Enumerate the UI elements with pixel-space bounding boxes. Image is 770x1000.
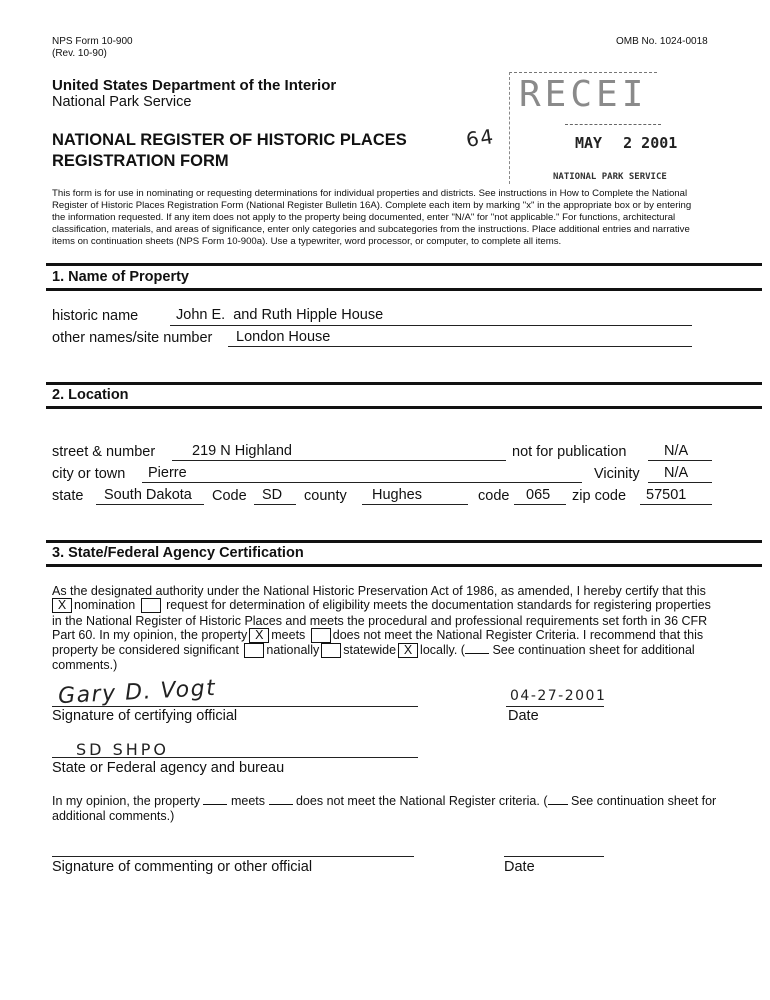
section1-bottom-rule <box>46 288 762 291</box>
stamp-month: MAY <box>575 134 603 152</box>
city-label: city or town <box>52 466 126 482</box>
continuation-blank[interactable] <box>465 643 489 654</box>
city-underline <box>142 482 582 483</box>
does-not-meet-checkbox[interactable] <box>311 628 331 643</box>
date-label: Date <box>508 708 539 724</box>
zip-code-underline <box>640 504 712 505</box>
other-names-underline <box>228 346 692 347</box>
certification-line-4 <box>52 628 703 643</box>
agency-handwritten: SD SHPO <box>76 740 169 759</box>
opinion-meets-blank[interactable] <box>203 794 227 805</box>
opinion-meets-label: meets <box>230 794 266 808</box>
county-underline <box>362 504 468 505</box>
historic-name-field[interactable]: John E. and Ruth Hipple House <box>176 307 384 323</box>
vicinity-underline <box>648 482 712 483</box>
vicinity-label: Vicinity <box>594 466 640 482</box>
state-label: state <box>52 488 84 504</box>
certification-line-1: As the designated authority under the National Historic Preservation Act of 1986, as amended, I hereby certify that this <box>52 584 706 598</box>
other-names-field[interactable]: London House <box>236 329 331 345</box>
stamp-received-text: RECEI <box>519 74 648 115</box>
opinion-not-meets-label: does not meet the National Register criteria. ( <box>295 794 548 808</box>
certification-line-3: in the National Register of Historic Places and meets the procedural and professional requirements set forth in 36 CFR <box>52 614 708 628</box>
meets-label: meets <box>271 628 306 642</box>
city-field[interactable]: Pierre <box>148 465 187 481</box>
form-title-line2: REGISTRATION FORM <box>52 152 229 170</box>
opinion-continuation-blank[interactable] <box>548 794 568 805</box>
zip-code-label: zip code <box>572 488 627 504</box>
form-number: NPS Form 10-900 <box>52 36 133 47</box>
opinion-line-1 <box>52 794 716 809</box>
state-underline <box>96 504 204 505</box>
county-code-field[interactable]: 065 <box>526 487 551 503</box>
agency-label: State or Federal agency and bureau <box>52 760 285 776</box>
locally-checkbox[interactable]: X <box>398 643 418 658</box>
line5-prefix: property be considered significant <box>52 643 239 657</box>
section3-title: 3. State/Federal Agency Certification <box>52 545 304 561</box>
instructions-line-1: This form is for use in nominating or requesting determinations for individual properties and districts. See instructions in How to Complete the National <box>52 188 688 199</box>
nomination-label: nomination <box>74 598 136 612</box>
state-code-underline <box>254 504 296 505</box>
certifying-signature: Gary D. Vogt <box>57 675 217 710</box>
county-code-underline <box>514 504 566 505</box>
not-for-publication-field[interactable]: N/A <box>664 443 689 459</box>
county-field[interactable]: Hughes <box>372 487 422 503</box>
omb-number: OMB No. 1024-0018 <box>616 36 708 47</box>
instructions-line-3: the information requested. If any item does not apply to the property being documented, enter "N/A" for "not applicable." For functions, architectural <box>52 212 676 223</box>
received-stamp <box>505 68 678 188</box>
section1-top-rule <box>46 263 762 266</box>
vicinity-field[interactable]: N/A <box>664 465 689 481</box>
not-for-publication-label: not for publication <box>512 444 627 460</box>
not-for-publication-underline <box>648 460 712 461</box>
historic-name-label: historic name <box>52 308 139 324</box>
statewide-label: statewide <box>343 643 397 657</box>
zip-code-field[interactable]: 57501 <box>646 487 687 503</box>
form-title-line1: NATIONAL REGISTER OF HISTORIC PLACES <box>52 131 407 149</box>
section2-top-rule <box>46 382 762 385</box>
commenting-date-label: Date <box>504 859 535 875</box>
state-field[interactable]: South Dakota <box>104 487 192 503</box>
certification-line-2 <box>52 598 711 613</box>
date-underline <box>506 706 604 707</box>
opinion-line-2: additional comments.) <box>52 809 175 823</box>
instructions-line-5: items on continuation sheets (NPS Form 10-900a). Use a typewriter, word processor, or computer, to complete all items. <box>52 236 562 247</box>
certification-date: 04-27-2001 <box>510 688 607 704</box>
section3-bottom-rule <box>46 564 762 567</box>
stamp-agency: NATIONAL PARK SERVICE <box>553 172 667 182</box>
locally-label: locally. ( <box>420 643 465 657</box>
agency-underline <box>52 757 418 758</box>
statewide-checkbox[interactable] <box>321 643 341 658</box>
opinion-prefix: In my opinion, the property <box>52 794 200 808</box>
commenting-date-underline <box>504 856 604 857</box>
nationally-label: nationally <box>266 643 320 657</box>
section2-bottom-rule <box>46 406 762 409</box>
request-label: request for determination of eligibility meets the documentation standards for registering properties <box>166 598 711 612</box>
instructions-line-4: classification, materials, and areas of significance, enter only categories and subcategories from the instructions. Place additional entries and narrative <box>52 224 690 235</box>
request-checkbox[interactable] <box>141 598 161 613</box>
does-not-meet-label: does not meet the National Register Criteria. I recommend that this <box>332 628 704 642</box>
stamp-date <box>575 134 677 152</box>
stamp-day-year: 2 2001 <box>623 134 678 152</box>
other-names-label: other names/site number <box>52 330 213 346</box>
commenting-signature-label: Signature of commenting or other official <box>52 859 313 875</box>
continuation-label: See continuation sheet for additional <box>492 643 695 657</box>
state-code-label: Code <box>212 488 247 504</box>
department-name: United States Department of the Interior <box>52 77 337 94</box>
street-label: street & number <box>52 444 156 460</box>
historic-name-underline <box>170 325 692 326</box>
nomination-checkbox[interactable]: X <box>52 598 72 613</box>
state-code-field[interactable]: SD <box>262 487 283 503</box>
service-name: National Park Service <box>52 94 192 110</box>
street-field[interactable]: 219 N Highland <box>192 443 292 459</box>
opinion-continuation-label: See continuation sheet for <box>570 794 717 808</box>
signature-label: Signature of certifying official <box>52 708 238 724</box>
section3-top-rule <box>46 540 762 543</box>
commenting-signature-underline <box>52 856 414 857</box>
county-code-label: code <box>478 488 510 504</box>
handwritten-number: 64 <box>464 124 496 152</box>
certification-line-5 <box>52 643 695 658</box>
line4-prefix: Part 60. In my opinion, the property <box>52 628 248 642</box>
signature-underline <box>52 706 418 707</box>
county-label: county <box>304 488 347 504</box>
street-underline <box>172 460 506 461</box>
section1-title: 1. Name of Property <box>52 269 189 285</box>
certification-line-6: comments.) <box>52 658 118 672</box>
instructions-line-2: Register of Historic Places Registration Form (National Register Bulletin 16A). Complete each item by marking "x" in the appropriate box or by entering <box>52 200 692 211</box>
nationally-checkbox[interactable] <box>244 643 264 658</box>
meets-checkbox[interactable]: X <box>249 628 269 643</box>
form-revision: (Rev. 10-90) <box>52 48 107 59</box>
opinion-not-meets-blank[interactable] <box>269 794 293 805</box>
section2-title: 2. Location <box>52 387 129 403</box>
